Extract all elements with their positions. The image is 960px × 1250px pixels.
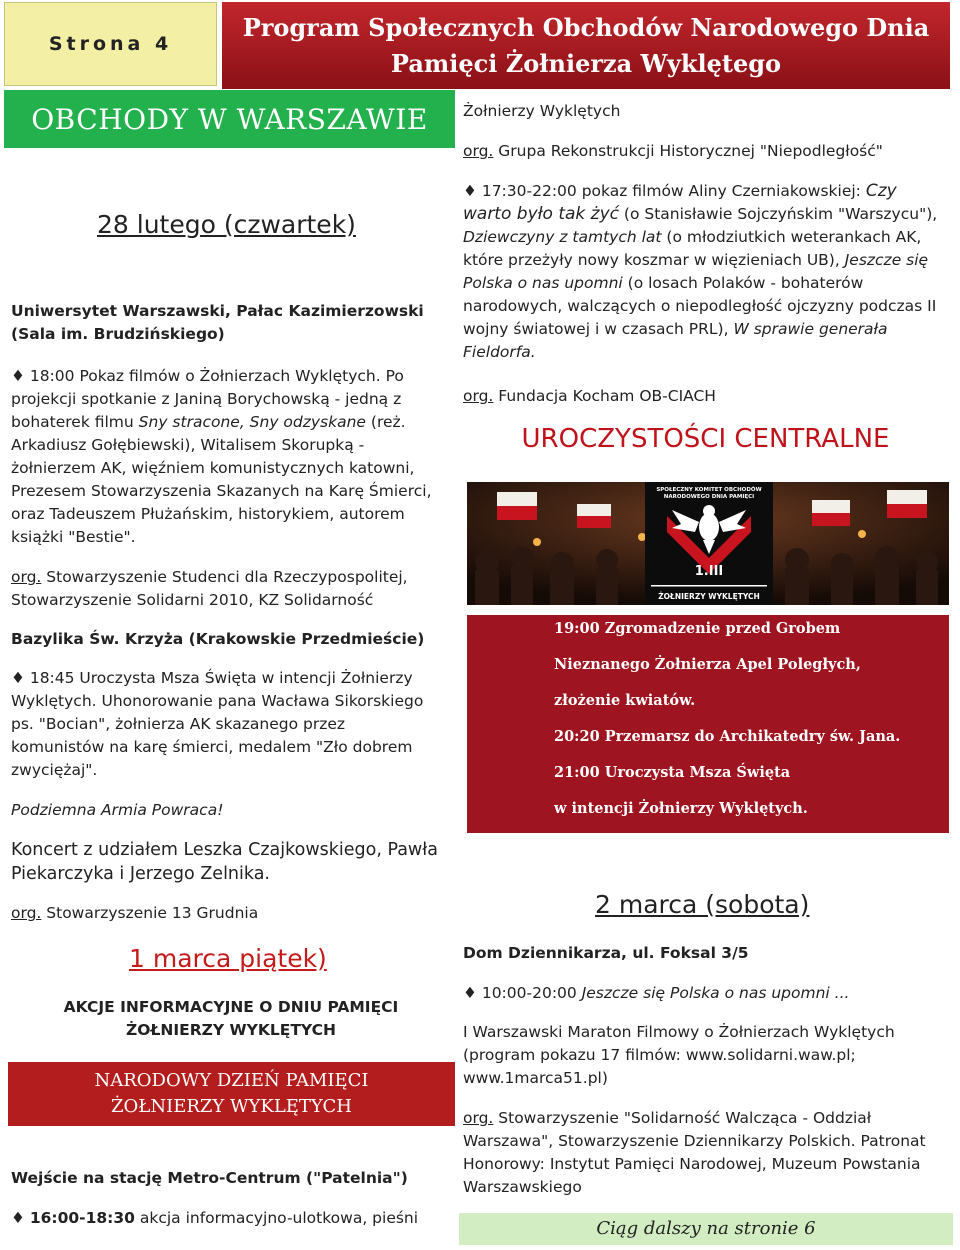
film-title: Dziewczyny z tamtych lat	[463, 228, 662, 246]
event-film-screening	[11, 365, 446, 549]
org-label: org.	[11, 904, 42, 922]
poster-committee-line2: NARODOWEGO DNIA PAMIĘCI	[663, 494, 755, 500]
event-time: 18:00	[29, 367, 75, 385]
schedule-box	[467, 615, 949, 833]
venue-metro: Wejście na stację Metro-Centrum ("Patelnia")	[11, 1169, 408, 1187]
film-title: Sny stracone, Sny odzyskane	[138, 413, 366, 431]
national-day-line2: ŻOŁNIERZY WYKLĘTYCH	[111, 1096, 352, 1117]
event-leaflets	[11, 1207, 451, 1230]
event-time: 17:30-22:00	[481, 182, 577, 200]
event-text: (o Stanisławie Sojczyńskim "Warszycu"),	[618, 205, 938, 223]
event-films-czerniakowska	[463, 180, 948, 364]
schedule-line: 21:00 Uroczysta Msza Święta	[554, 764, 791, 781]
film-title: Jeszcze się Polska o nas upomni ...	[581, 984, 850, 1002]
poster-graphic	[467, 482, 949, 605]
event-text: (o młodziutkich weterankach AK, które przeżyły nowy koszmar w więzieniach UB),	[463, 228, 922, 269]
event-text: (reż. Arkadiusz Gołębiewski), Witalisem Skorupką - żołnierzem AK, więźniem komunistycznych katowni, Prezesem Stowarzyszenia Skazanych na Karę Śmierci, oraz Tadeuszem Płużańskim, historykiem, autorem książki "Bestie".	[11, 413, 432, 546]
org-text: Grupa Rekonstrukcji Historycznej "Niepodległość"	[493, 142, 883, 160]
event-poster-image	[467, 482, 949, 605]
event-film-marathon	[463, 982, 948, 1005]
concert-info: Koncert z udziałem Leszka Czajkowskiego, Pawła Piekarczyka i Jerzego Zelnika.	[11, 840, 438, 884]
header-title-line2: Pamięci Żołnierza Wyklętego	[390, 49, 782, 78]
bullet-icon: ♦	[11, 1209, 30, 1227]
event-time: 16:00-18:30	[29, 1209, 135, 1227]
org-text: Stowarzyszenie Studenci dla Rzeczypospolitej, Stowarzyszenie Solidarni 2010, KZ Solidarność	[11, 568, 408, 609]
schedule-line: 19:00 Zgromadzenie przed Grobem	[554, 620, 841, 637]
venue-university: Uniwersytet Warszawski, Pałac Kazimierzowski (Sala im. Brudzińskiego)	[11, 302, 424, 343]
header-title-line1: Program Społecznych Obchodów Narodowego Dnia	[242, 13, 930, 42]
actions-title: AKCJE INFORMACYJNE O DNIU PAMIĘCI ŻOŁNIERZY WYKLĘTYCH	[63, 998, 399, 1039]
national-day-line1: NARODOWY DZIEŃ PAMIĘCI	[94, 1070, 369, 1091]
date-heading-mar1: 1 marca piątek)	[129, 944, 327, 973]
continued-on-page-note: Ciąg dalszy na stronie 6	[459, 1213, 953, 1245]
poster-committee-line1: SPOŁECZNY KOMITET OBCHODÓW	[656, 487, 762, 493]
org-label: org.	[463, 142, 494, 160]
schedule-line: w intencji Żołnierzy Wyklętych.	[554, 800, 808, 817]
film-title: Czy warto było tak żyć	[463, 181, 897, 224]
event-text: akcja informacyjno-ulotkowa, pieśni	[134, 1209, 419, 1227]
national-day-banner	[8, 1062, 455, 1126]
venue-journalist-house: Dom Dziennikarza, ul. Foksal 3/5	[463, 944, 749, 962]
event-text: Pokaz filmów o Żołnierzach Wyklętych. Po projekcji spotkanie z Janiną Borychowską - jedną z bohaterek filmu	[11, 367, 404, 431]
continued-text: Żołnierzy Wyklętych	[463, 102, 621, 120]
organizer-5	[463, 1107, 938, 1199]
city-banner-text: OBCHODY W WARSZAWIE	[31, 102, 428, 136]
film-title: W sprawie generała Fieldorfa.	[463, 320, 888, 361]
bullet-icon: ♦	[463, 984, 482, 1002]
event-time: 18:45	[29, 669, 75, 687]
org-text: Stowarzyszenie "Solidarność Walcząca - Oddział Warszawa", Stowarzyszenie Dziennikarzy Polskich. Patronat Honorowy: Instytut Pamięci Narodowej, Muzeum Powstania Warszawskiego	[463, 1109, 926, 1196]
bullet-icon: ♦	[11, 669, 30, 687]
event-time: 10:00-20:00	[481, 984, 577, 1002]
venue-basilica: Bazylika Św. Krzyża (Krakowskie Przedmieście)	[11, 630, 425, 648]
event-text: (o losach Polaków - bohaterów narodowych, walczących o niepodległość ojczyzny podczas II wojny światowej i w czasach PRL),	[463, 274, 937, 338]
event-motto: Podziemna Armia Powraca!	[11, 801, 224, 819]
org-text: Stowarzyszenie 13 Grudnia	[41, 904, 259, 922]
event-text: Uroczysta Msza Święta w intencji Żołnierzy Wyklętych. Uhonorowanie pana Wacława Sikorskiego ps. "Bocian", żołnierza AK skazanego przez komunistów na karę śmierci, medalem "Zło dobrem zwyciężaj".	[11, 669, 424, 779]
org-label: org.	[11, 568, 42, 586]
org-text: Fundacja Kocham OB-CIACH	[493, 387, 716, 405]
event-text: pokaz filmów Aliny Czerniakowskiej:	[576, 182, 866, 200]
schedule-line: Nieznanego Żołnierza Apel Poległych,	[554, 656, 861, 673]
org-label: org.	[463, 387, 494, 405]
bullet-icon: ♦	[463, 182, 482, 200]
org-label: org.	[463, 1109, 494, 1127]
bullet-icon: ♦	[11, 367, 30, 385]
central-ceremonies-title: UROCZYSTOŚCI CENTRALNE	[521, 424, 890, 454]
poster-soldiers-text: ŻOŁNIERZY WYKLĘTYCH	[658, 592, 760, 601]
film-title: Jeszcze się Polska o nas upomni	[463, 251, 929, 292]
date-heading-mar2: 2 marca (sobota)	[595, 890, 810, 919]
organizer-3	[463, 140, 883, 163]
schedule-line: 20:20 Przemarsz do Archikatedry św. Jana.	[554, 728, 901, 745]
page-number-box	[4, 2, 217, 86]
poster-date: 1.III	[694, 564, 724, 579]
organizer-4	[463, 385, 716, 408]
page-number: Strona 4	[48, 33, 173, 55]
event-mass	[11, 667, 441, 782]
organizer-1	[11, 566, 451, 612]
marathon-description: I Warszawski Maraton Filmowy o Żołnierzach Wyklętych (program pokazu 17 filmów: www.solidarni.waw.pl; www.1marca51.pl)	[463, 1023, 895, 1087]
schedule-line: złożenie kwiatów.	[554, 692, 696, 709]
date-heading-feb28: 28 lutego (czwartek)	[97, 210, 356, 239]
city-banner	[4, 90, 455, 148]
organizer-2	[11, 902, 258, 925]
page-header	[222, 2, 950, 89]
